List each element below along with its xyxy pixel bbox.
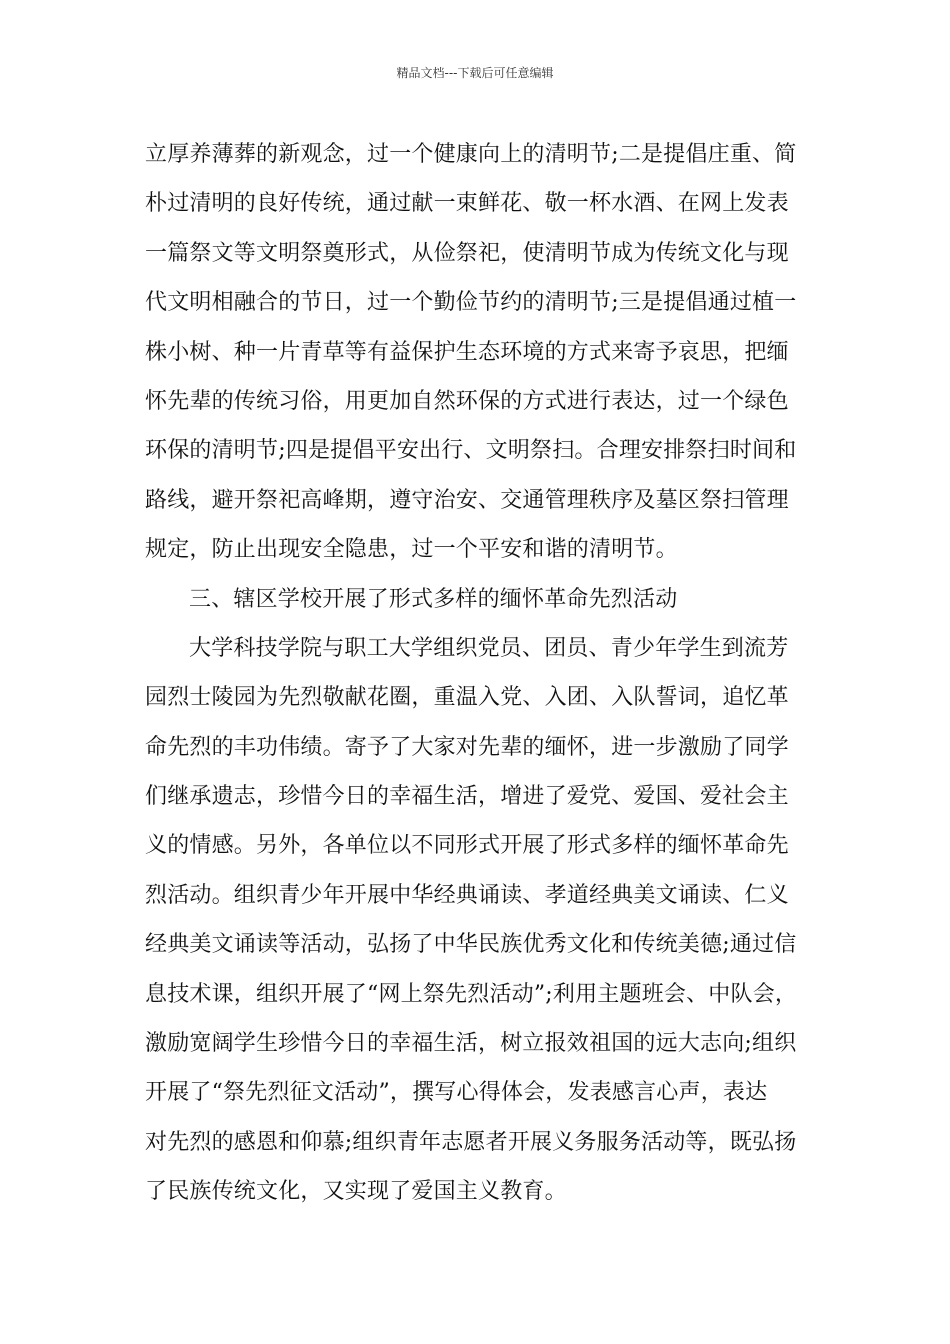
- text-line: 息技术课，组织开展了“网上祭先烈活动”;利用主题班会、中队会，: [145, 981, 798, 1007]
- page-header: 精品文档---下载后可任意编辑: [396, 66, 554, 80]
- text-line: 株小树、种一片青草等有益保护生态环境的方式来寄予哀思，把缅: [145, 339, 789, 365]
- text-line: 激励宽阔学生珍惜今日的幸福生活，树立报效祖国的远大志向;组织: [145, 1031, 797, 1057]
- text-line: 大学科技学院与职工大学组织党员、团员、青少年学生到流芳: [189, 635, 789, 661]
- text-line: 命先烈的丰功伟绩。寄予了大家对先辈的缅怀，进一步激励了同学: [145, 734, 789, 760]
- text-line: 对先烈的感恩和仰慕;组织青年志愿者开展义务服务活动等，既弘扬: [145, 1129, 797, 1155]
- text-line: 朴过清明的良好传统，通过献一束鲜花、敬一杯水酒、在网上发表: [145, 191, 789, 217]
- text-line: 了民族传统文化，又实现了爱国主义教育。: [145, 1179, 567, 1205]
- text-line: 烈活动。组织青少年开展中华经典诵读、孝道经典美文诵读、仁义: [145, 882, 789, 908]
- text-line: 代文明相融合的节日，过一个勤俭节约的清明节;三是提倡通过植一: [145, 290, 797, 316]
- text-line: 怀先辈的传统习俗，用更加自然环保的方式进行表达，过一个绿色: [145, 388, 789, 414]
- text-line: 环保的清明节;四是提倡平安出行、文明祭扫。合理安排祭扫时间和: [145, 438, 797, 464]
- section-heading: 三、辖区学校开展了形式多样的缅怀革命先烈活动: [189, 586, 678, 612]
- text-line: 义的情感。另外，各单位以不同形式开展了形式多样的缅怀革命先: [145, 833, 789, 859]
- text-line: 立厚养薄葬的新观念，过一个健康向上的清明节;二是提倡庄重、简: [145, 142, 797, 167]
- text-line: 们继承遗志，珍惜今日的幸福生活，增进了爱党、爱国、爱社会主: [145, 784, 789, 810]
- text-line: 路线，避开祭祀高峰期，遵守治安、交通管理秩序及墓区祭扫管理: [145, 487, 789, 513]
- text-line: 开展了“祭先烈征文活动”，撰写心得体会，发表感言心声，表达: [145, 1080, 768, 1106]
- text-line: 一篇祭文等文明祭奠形式，从俭祭祀，使清明节成为传统文化与现: [145, 240, 789, 266]
- document-body: [145, 130, 805, 1217]
- text-line: 规定，防止出现安全隐患，过一个平安和谐的清明节。: [145, 537, 678, 563]
- text-line: 园烈士陵园为先烈敬献花圈，重温入党、入团、入队誓词，追忆革: [145, 685, 789, 711]
- text-line: 经典美文诵读等活动，弘扬了中华民族优秀文化和传统美德;通过信: [145, 932, 797, 958]
